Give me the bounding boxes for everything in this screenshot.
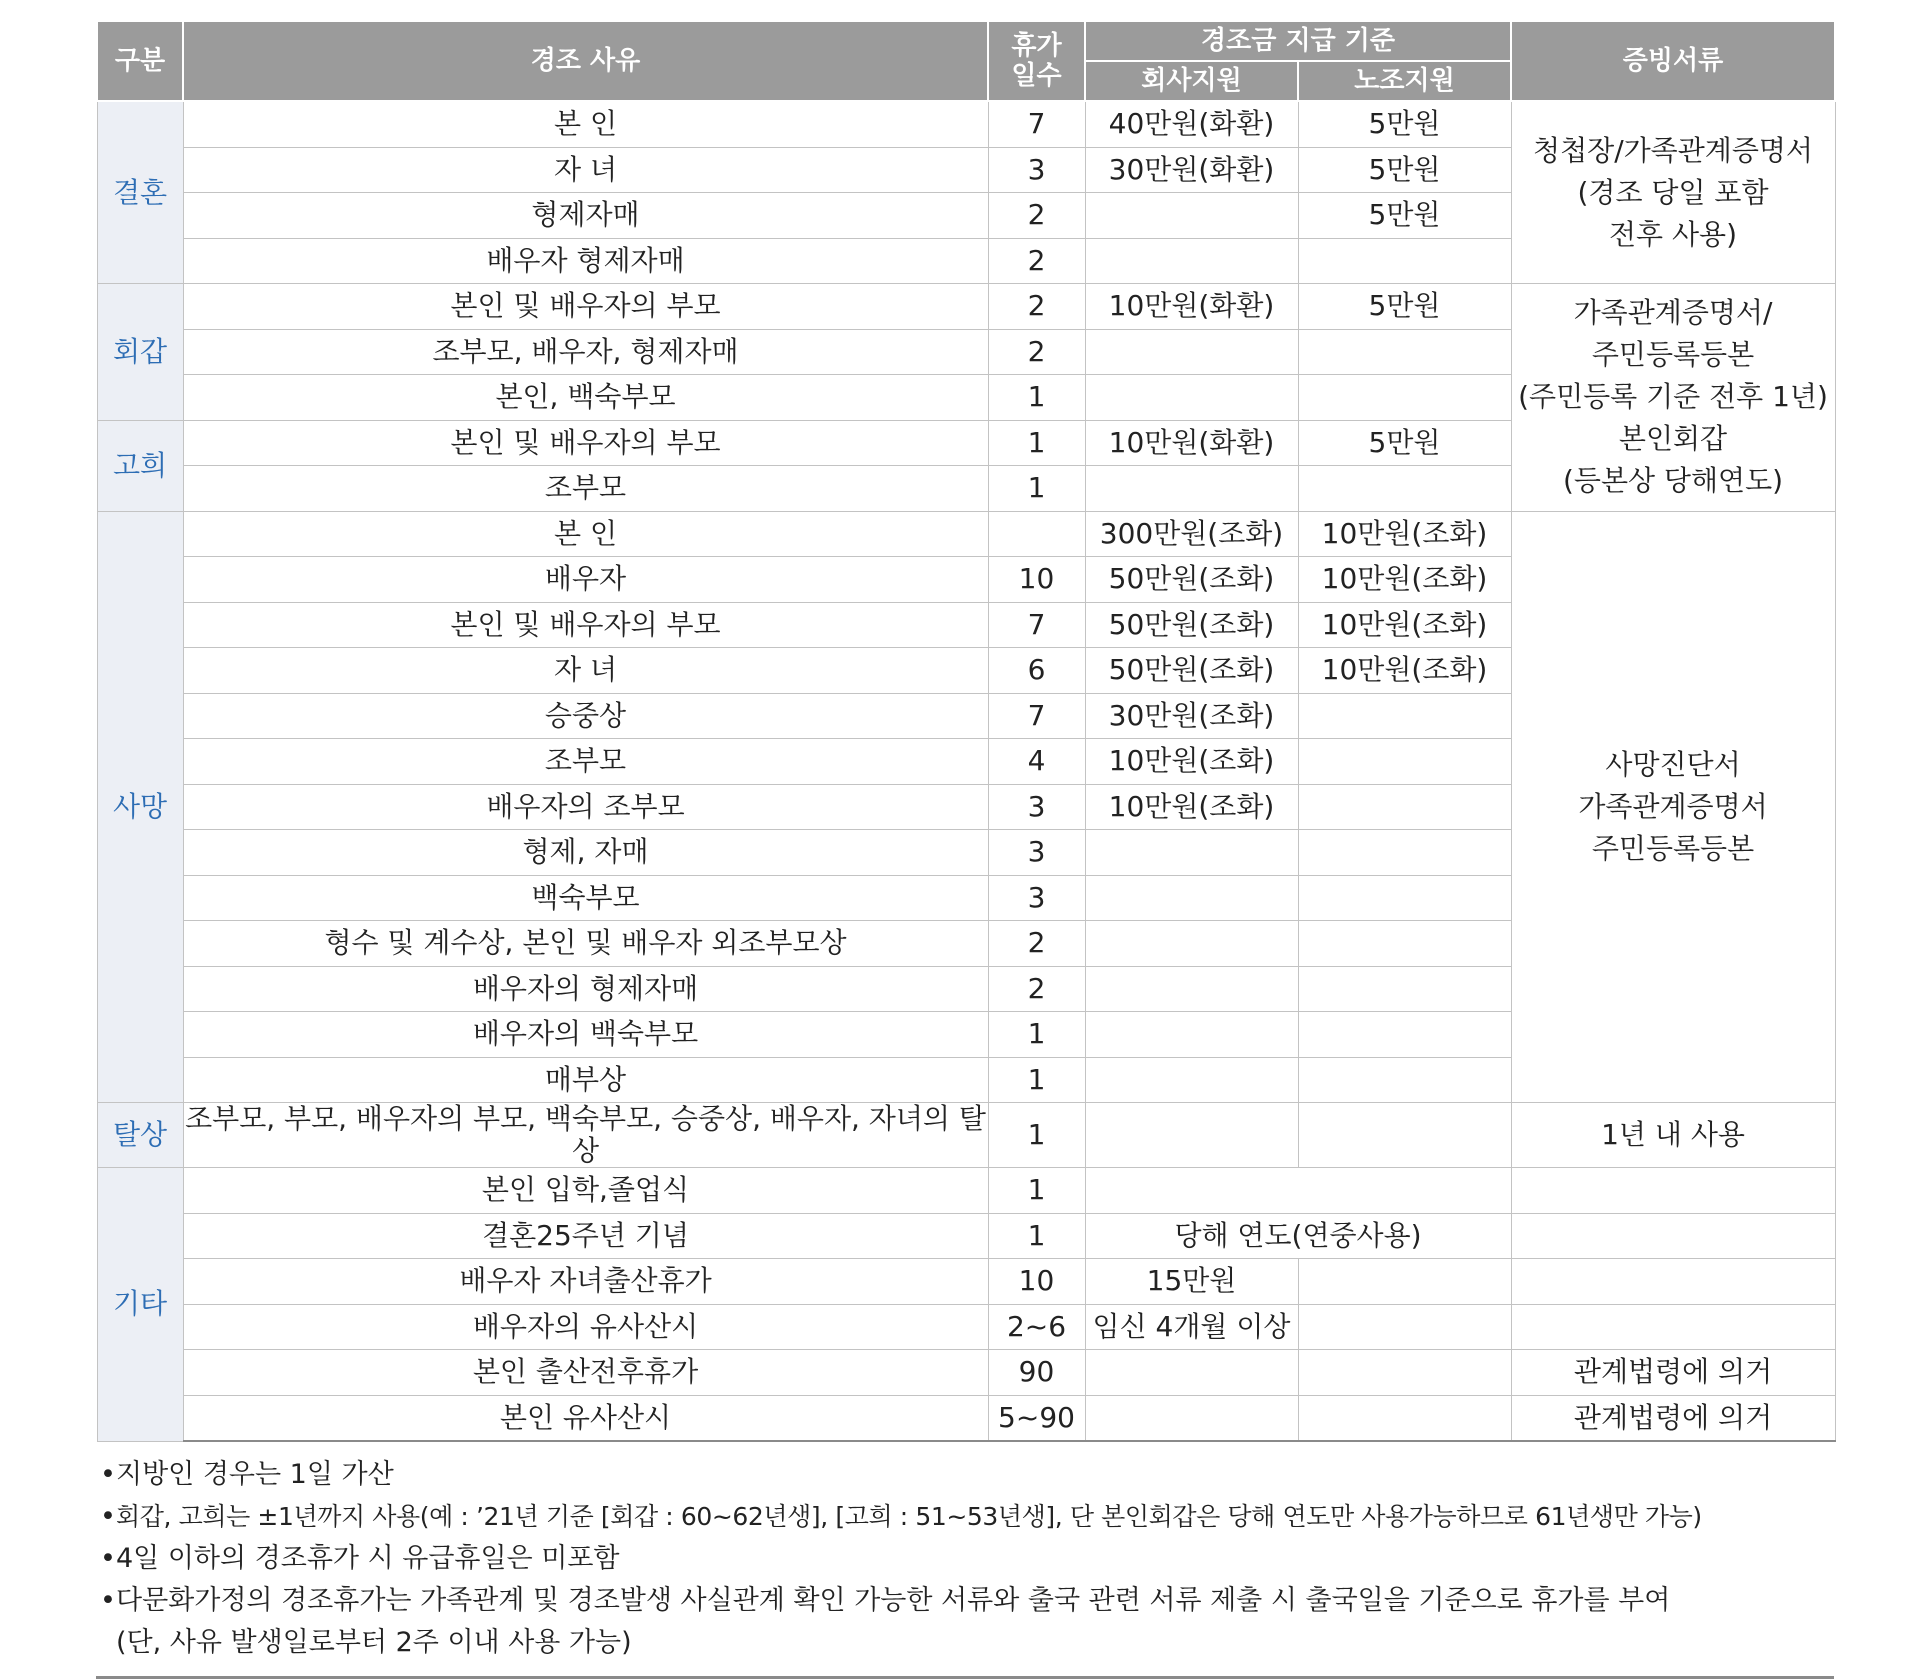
days-cell: 4 (988, 739, 1085, 785)
reason-cell: 배우자 형제자매 (183, 238, 988, 284)
union-cell: 10만원(조화) (1298, 511, 1511, 557)
reason-cell: 본인 입학,졸업식 (183, 1168, 988, 1214)
union-cell (1298, 329, 1511, 375)
company-cell (1085, 1395, 1298, 1441)
reason-cell: 본 인 (183, 511, 988, 557)
docs-marriage: 청첩장/가족관계증명서 (경조 당일 포함 전후 사용) (1511, 101, 1835, 284)
bullet-icon: • (100, 1543, 116, 1574)
days-cell: 2 (988, 193, 1085, 239)
days-cell: 5~90 (988, 1395, 1085, 1441)
days-cell: 1 (988, 1103, 1085, 1168)
days-cell: 2 (988, 329, 1085, 375)
docs-maternity: 관계법령에 의거 (1511, 1350, 1835, 1396)
reason-cell: 배우자의 유사산시 (183, 1304, 988, 1350)
note-continuation: (단, 사유 발생일로부터 2주 이내 사용 가능) (116, 1627, 632, 1658)
company-cell (1085, 830, 1298, 876)
days-cell: 1 (988, 466, 1085, 512)
union-cell (1298, 784, 1511, 830)
company-cell: 10만원(화환) (1085, 284, 1298, 330)
header-documents: 증빙서류 (1511, 21, 1835, 101)
days-cell: 10 (988, 557, 1085, 603)
union-cell (1298, 375, 1511, 421)
union-cell: 5만원 (1298, 193, 1511, 239)
reason-cell: 조부모 (183, 739, 988, 785)
company-cell (1085, 1103, 1298, 1168)
days-cell: 6 (988, 648, 1085, 694)
category-marriage: 결혼 (97, 101, 183, 284)
days-cell: 3 (988, 875, 1085, 921)
company-cell (1085, 193, 1298, 239)
company-cell: 50만원(조화) (1085, 602, 1298, 648)
reason-cell: 조부모, 배우자, 형제자매 (183, 329, 988, 375)
reason-cell: 배우자 (183, 557, 988, 603)
union-cell (1298, 1012, 1511, 1058)
reason-cell: 백숙부모 (183, 875, 988, 921)
header-company-support: 회사지원 (1085, 61, 1298, 101)
company-cell: 30만원(조화) (1085, 693, 1298, 739)
days-cell: 2~6 (988, 1304, 1085, 1350)
days-cell: 1 (988, 1012, 1085, 1058)
union-cell (1298, 1304, 1511, 1350)
company-cell (1085, 238, 1298, 284)
union-cell: 5만원 (1298, 101, 1511, 147)
company-cell (1085, 329, 1298, 375)
company-cell: 임신 4개월 이상 (1085, 1304, 1298, 1350)
notes-section (96, 1454, 1834, 1664)
company-cell (1085, 1350, 1298, 1396)
category-other: 기타 (97, 1168, 183, 1442)
company-cell: 10만원(조화) (1085, 784, 1298, 830)
category-taesang: 탈상 (97, 1103, 183, 1168)
table-row (97, 284, 1835, 330)
table-row (97, 1168, 1835, 1214)
union-cell (1298, 238, 1511, 284)
days-cell: 2 (988, 921, 1085, 967)
note-item (96, 1454, 1834, 1496)
days-cell: 1 (988, 420, 1085, 466)
company-cell: 10만원(조화) (1085, 739, 1298, 785)
company-cell (1085, 375, 1298, 421)
table-row (97, 1304, 1835, 1350)
days-cell: 3 (988, 830, 1085, 876)
union-cell (1298, 693, 1511, 739)
note-text: 지방인 경우는 1일 가산 (116, 1459, 394, 1490)
company-cell: 30만원(화환) (1085, 147, 1298, 193)
reason-cell: 배우자 자녀출산휴가 (183, 1259, 988, 1305)
docs-death: 사망진단서 가족관계증명서 주민등록등본 (1511, 511, 1835, 1103)
reason-cell: 본인 출산전후휴가 (183, 1350, 988, 1396)
union-cell (1298, 921, 1511, 967)
company-cell: 50만원(조화) (1085, 557, 1298, 603)
note-text: 4일 이하의 경조휴가 시 유급휴일은 미포함 (116, 1543, 620, 1574)
note-item (96, 1538, 1834, 1580)
union-cell (1298, 466, 1511, 512)
reason-cell: 매부상 (183, 1057, 988, 1103)
note-text: 회갑, 고희는 ±1년까지 사용(예 : ’21년 기준 [회갑 : 60~62년생], [고희 : 51~53년생], 단 본인회갑은 당해 연도만 사용가능하므로 61년생만 가능) (116, 1502, 1702, 1531)
days-cell: 7 (988, 602, 1085, 648)
days-cell: 3 (988, 147, 1085, 193)
days-cell: 10 (988, 1259, 1085, 1305)
table-row (97, 1213, 1835, 1259)
days-cell: 7 (988, 101, 1085, 147)
union-cell (1298, 1057, 1511, 1103)
union-cell (1298, 1350, 1511, 1396)
union-cell: 5만원 (1298, 147, 1511, 193)
days-cell: 2 (988, 966, 1085, 1012)
category-hwangap: 회갑 (97, 284, 183, 421)
header-days: 휴가 일수 (988, 21, 1085, 101)
company-cell (1085, 966, 1298, 1012)
reason-cell: 본인, 백숙부모 (183, 375, 988, 421)
company-cell (1085, 921, 1298, 967)
docs-cell (1511, 1259, 1835, 1305)
reason-cell: 형제자매 (183, 193, 988, 239)
days-cell: 3 (988, 784, 1085, 830)
docs-cell (1511, 1213, 1835, 1259)
reason-cell: 본인 유사산시 (183, 1395, 988, 1441)
reason-cell: 자 녀 (183, 147, 988, 193)
table-row (97, 511, 1835, 557)
company-cell: 15만원 (1085, 1259, 1298, 1305)
reason-cell: 자 녀 (183, 648, 988, 694)
table-row (97, 1350, 1835, 1396)
reason-cell: 형수 및 계수상, 본인 및 배우자 외조부모상 (183, 921, 988, 967)
union-cell: 10만원(조화) (1298, 602, 1511, 648)
reason-cell: 조부모 (183, 466, 988, 512)
union-cell: 10만원(조화) (1298, 648, 1511, 694)
leave-policy-document (96, 20, 1834, 1679)
union-cell (1298, 875, 1511, 921)
reason-cell: 본인 및 배우자의 부모 (183, 284, 988, 330)
company-cell (1085, 466, 1298, 512)
reason-cell: 승중상 (183, 693, 988, 739)
union-cell (1298, 739, 1511, 785)
reason-cell: 배우자의 조부모 (183, 784, 988, 830)
docs-cell (1511, 1304, 1835, 1350)
table-row (97, 1259, 1835, 1305)
table-row (97, 1103, 1835, 1168)
table-header-row (97, 21, 1835, 61)
note-item (96, 1580, 1834, 1664)
header-union-support: 노조지원 (1298, 61, 1511, 101)
days-cell: 1 (988, 1168, 1085, 1214)
union-cell (1298, 966, 1511, 1012)
union-cell (1298, 1395, 1511, 1441)
docs-taesang: 1년 내 사용 (1511, 1103, 1835, 1168)
days-cell: 90 (988, 1350, 1085, 1396)
company-cell: 300만원(조화) (1085, 511, 1298, 557)
reason-cell: 본 인 (183, 101, 988, 147)
leave-policy-table (96, 20, 1836, 1442)
company-cell (1085, 1057, 1298, 1103)
days-cell: 1 (988, 1213, 1085, 1259)
company-cell: 40만원(화환) (1085, 101, 1298, 147)
docs-cell (1511, 1168, 1835, 1214)
union-cell: 5만원 (1298, 420, 1511, 466)
days-cell: 1 (988, 1057, 1085, 1103)
header-reason: 경조 사유 (183, 21, 988, 101)
reason-cell: 형제, 자매 (183, 830, 988, 876)
category-gohui: 고희 (97, 420, 183, 511)
pay-cell (1085, 1168, 1511, 1214)
days-cell: 2 (988, 238, 1085, 284)
category-death: 사망 (97, 511, 183, 1103)
union-cell: 10만원(조화) (1298, 557, 1511, 603)
table-row (97, 101, 1835, 147)
reason-cell: 배우자의 형제자매 (183, 966, 988, 1012)
bullet-icon: • (100, 1459, 116, 1490)
bullet-icon: • (100, 1585, 116, 1616)
union-cell (1298, 830, 1511, 876)
docs-anniversary: 가족관계증명서/ 주민등록등본 (주민등록 기준 전후 1년) 본인회갑 (등본상 당해연도) (1511, 284, 1835, 512)
days-cell (988, 511, 1085, 557)
docs-miscarriage: 관계법령에 의거 (1511, 1395, 1835, 1441)
note-text: 다문화가정의 경조휴가는 가족관계 및 경조발생 사실관계 확인 가능한 서류와 출국 관련 서류 제출 시 출국일을 기준으로 휴가를 부여 (116, 1585, 1671, 1616)
union-cell: 5만원 (1298, 284, 1511, 330)
pay-cell: 당해 연도(연중사용) (1085, 1213, 1511, 1259)
union-cell (1298, 1103, 1511, 1168)
bullet-icon: • (100, 1501, 116, 1532)
header-category: 구분 (97, 21, 183, 101)
reason-cell: 본인 및 배우자의 부모 (183, 602, 988, 648)
reason-cell: 배우자의 백숙부모 (183, 1012, 988, 1058)
days-cell: 7 (988, 693, 1085, 739)
company-cell: 10만원(화환) (1085, 420, 1298, 466)
company-cell (1085, 1012, 1298, 1058)
company-cell (1085, 875, 1298, 921)
note-item (96, 1496, 1834, 1538)
union-cell (1298, 1259, 1511, 1305)
reason-cell: 결혼25주년 기념 (183, 1213, 988, 1259)
table-row (97, 1395, 1835, 1441)
days-cell: 2 (988, 284, 1085, 330)
reason-cell: 본인 및 배우자의 부모 (183, 420, 988, 466)
reason-cell: 조부모, 부모, 배우자의 부모, 백숙부모, 승중상, 배우자, 자녀의 탈상 (183, 1103, 988, 1168)
company-cell: 50만원(조화) (1085, 648, 1298, 694)
days-cell: 1 (988, 375, 1085, 421)
header-pay-standard: 경조금 지급 기준 (1085, 21, 1511, 61)
